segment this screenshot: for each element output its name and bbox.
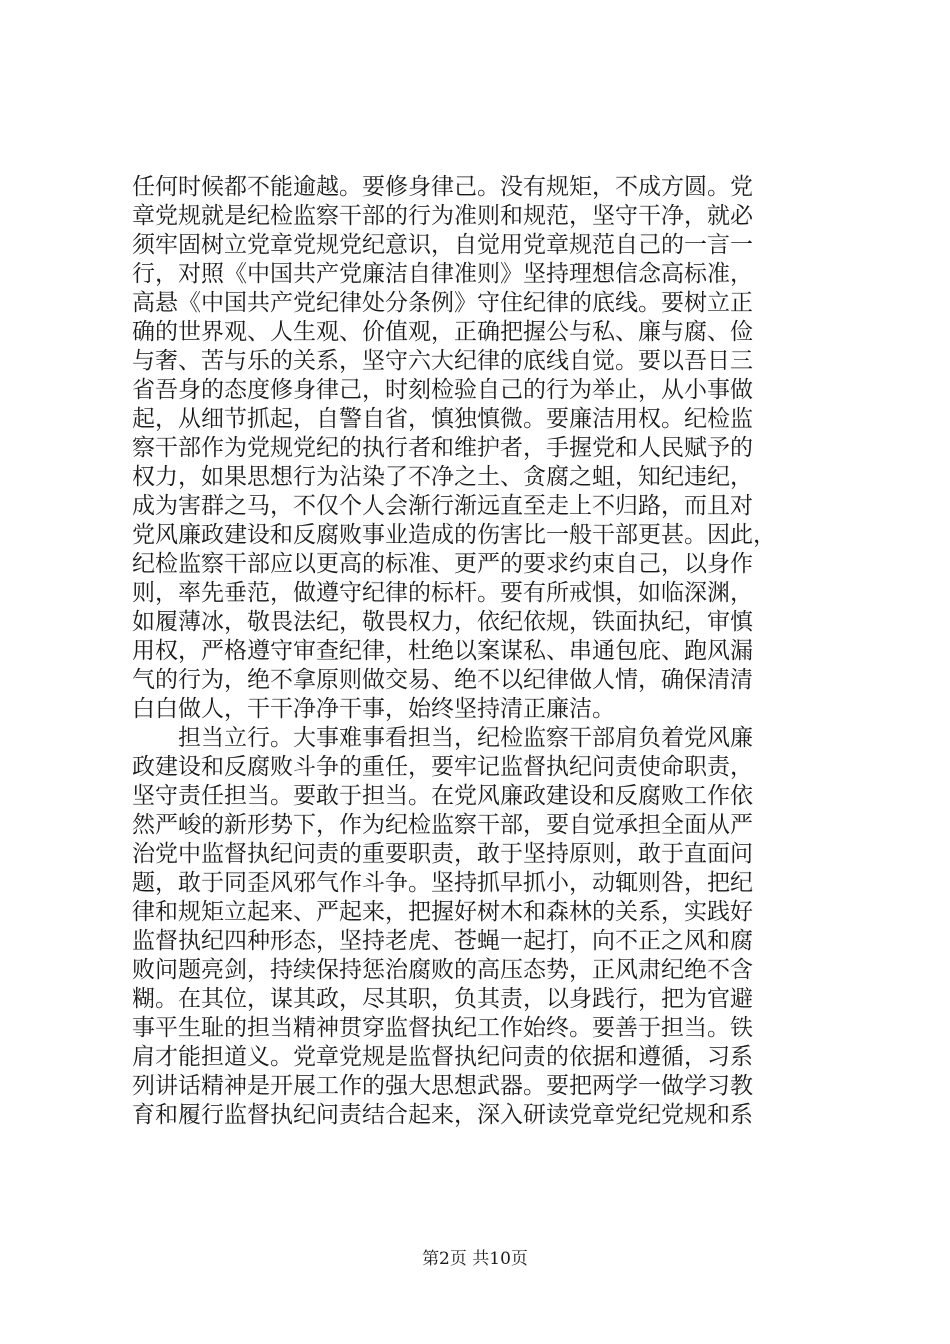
text-line: 治党中监督执纪问责的重要职责，敢于坚持原则，敢于直面问 [132,841,753,867]
text-line: 败问题亮剑，持续保持惩治腐败的高压态势，正风肃纪绝不含 [132,957,753,983]
text-line: 起，从细节抓起，自警自省，慎独慎微。要廉洁用权。纪检监 [132,406,753,432]
text-line: 糊。在其位，谋其政，尽其职，负其责，以身践行，把为官避 [132,986,753,1012]
text-line: 政建设和反腐败斗争的重任，要牢记监督执纪问责使命职责， [132,754,753,780]
paragraph-start-line: 担当立行。大事难事看担当，纪检监察干部肩负着党风廉 [178,725,753,751]
body-text [132,173,822,1130]
text-line: 题，敢于同歪风邪气作斗争。坚持抓早抓小，动辄则咎，把纪 [132,870,753,896]
text-line: 坚守责任担当。要敢于担当。在党风廉政建设和反腐败工作依 [132,783,753,809]
text-line: 律和规矩立起来、严起来，把握好树木和森林的关系，实践好 [132,899,753,925]
page-number-footer: 第2页 共10页 [422,1249,528,1269]
text-line: 事平生耻的担当精神贯穿监督执纪工作始终。要善于担当。铁 [132,1015,753,1041]
text-line: 育和履行监督执纪问责结合起来，深入研读党章党纪党规和系 [132,1102,753,1128]
text-line: 成为害群之马，不仅个人会渐行渐远直至走上不归路，而且对 [132,493,753,519]
text-line: 察干部作为党规党纪的执行者和维护者，手握党和人民赋予的 [132,435,753,461]
text-line: 气的行为，绝不拿原则做交易、绝不以纪律做人情，确保清清 [132,667,753,693]
text-line: 党风廉政建设和反腐败事业造成的伤害比一般干部更甚。因此， [132,522,776,548]
text-line: 列讲话精神是开展工作的强大思想武器。要把两学一做学习教 [132,1073,753,1099]
text-line: 章党规就是纪检监察干部的行为准则和规范，坚守干净，就必 [132,203,753,229]
text-line: 肩才能担道义。党章党规是监督执纪问责的依据和遵循，习系 [132,1044,753,1070]
text-line: 则，率先垂范，做遵守纪律的标杆。要有所戒惧，如临深渊， [132,580,753,606]
text-line: 任何时候都不能逾越。要修身律己。没有规矩，不成方圆。党 [132,174,753,200]
text-line: 与奢、苦与乐的关系，坚守六大纪律的底线自觉。要以吾日三 [132,348,753,374]
text-line: 省吾身的态度修身律己，时刻检验自己的行为举止，从小事做 [132,377,753,403]
text-line: 纪检监察干部应以更高的标准、更严的要求约束自己，以身作 [132,551,753,577]
text-line: 如履薄冰，敬畏法纪，敬畏权力，依纪依规，铁面执纪，审慎 [132,609,753,635]
text-line: 然严峻的新形势下，作为纪检监察干部，要自觉承担全面从严 [132,812,753,838]
text-line: 监督执纪四种形态，坚持老虎、苍蝇一起打，向不正之风和腐 [132,928,753,954]
text-line: 确的世界观、人生观、价值观，正确把握公与私、廉与腐、俭 [132,319,753,345]
text-line: 行，对照《中国共产党廉洁自律准则》坚持理想信念高标准， [132,261,753,287]
text-line: 高悬《中国共产党纪律处分条例》守住纪律的底线。要树立正 [132,290,753,316]
text-line: 须牢固树立党章党规党纪意识，自觉用党章规范自己的一言一 [132,232,753,258]
text-line: 权力，如果思想行为沾染了不净之土、贪腐之蛆，知纪违纪， [132,464,753,490]
text-line: 白白做人，干干净净干事，始终坚持清正廉洁。 [132,696,615,722]
text-line: 用权，严格遵守审查纪律，杜绝以案谋私、串通包庇、跑风漏 [132,638,753,664]
